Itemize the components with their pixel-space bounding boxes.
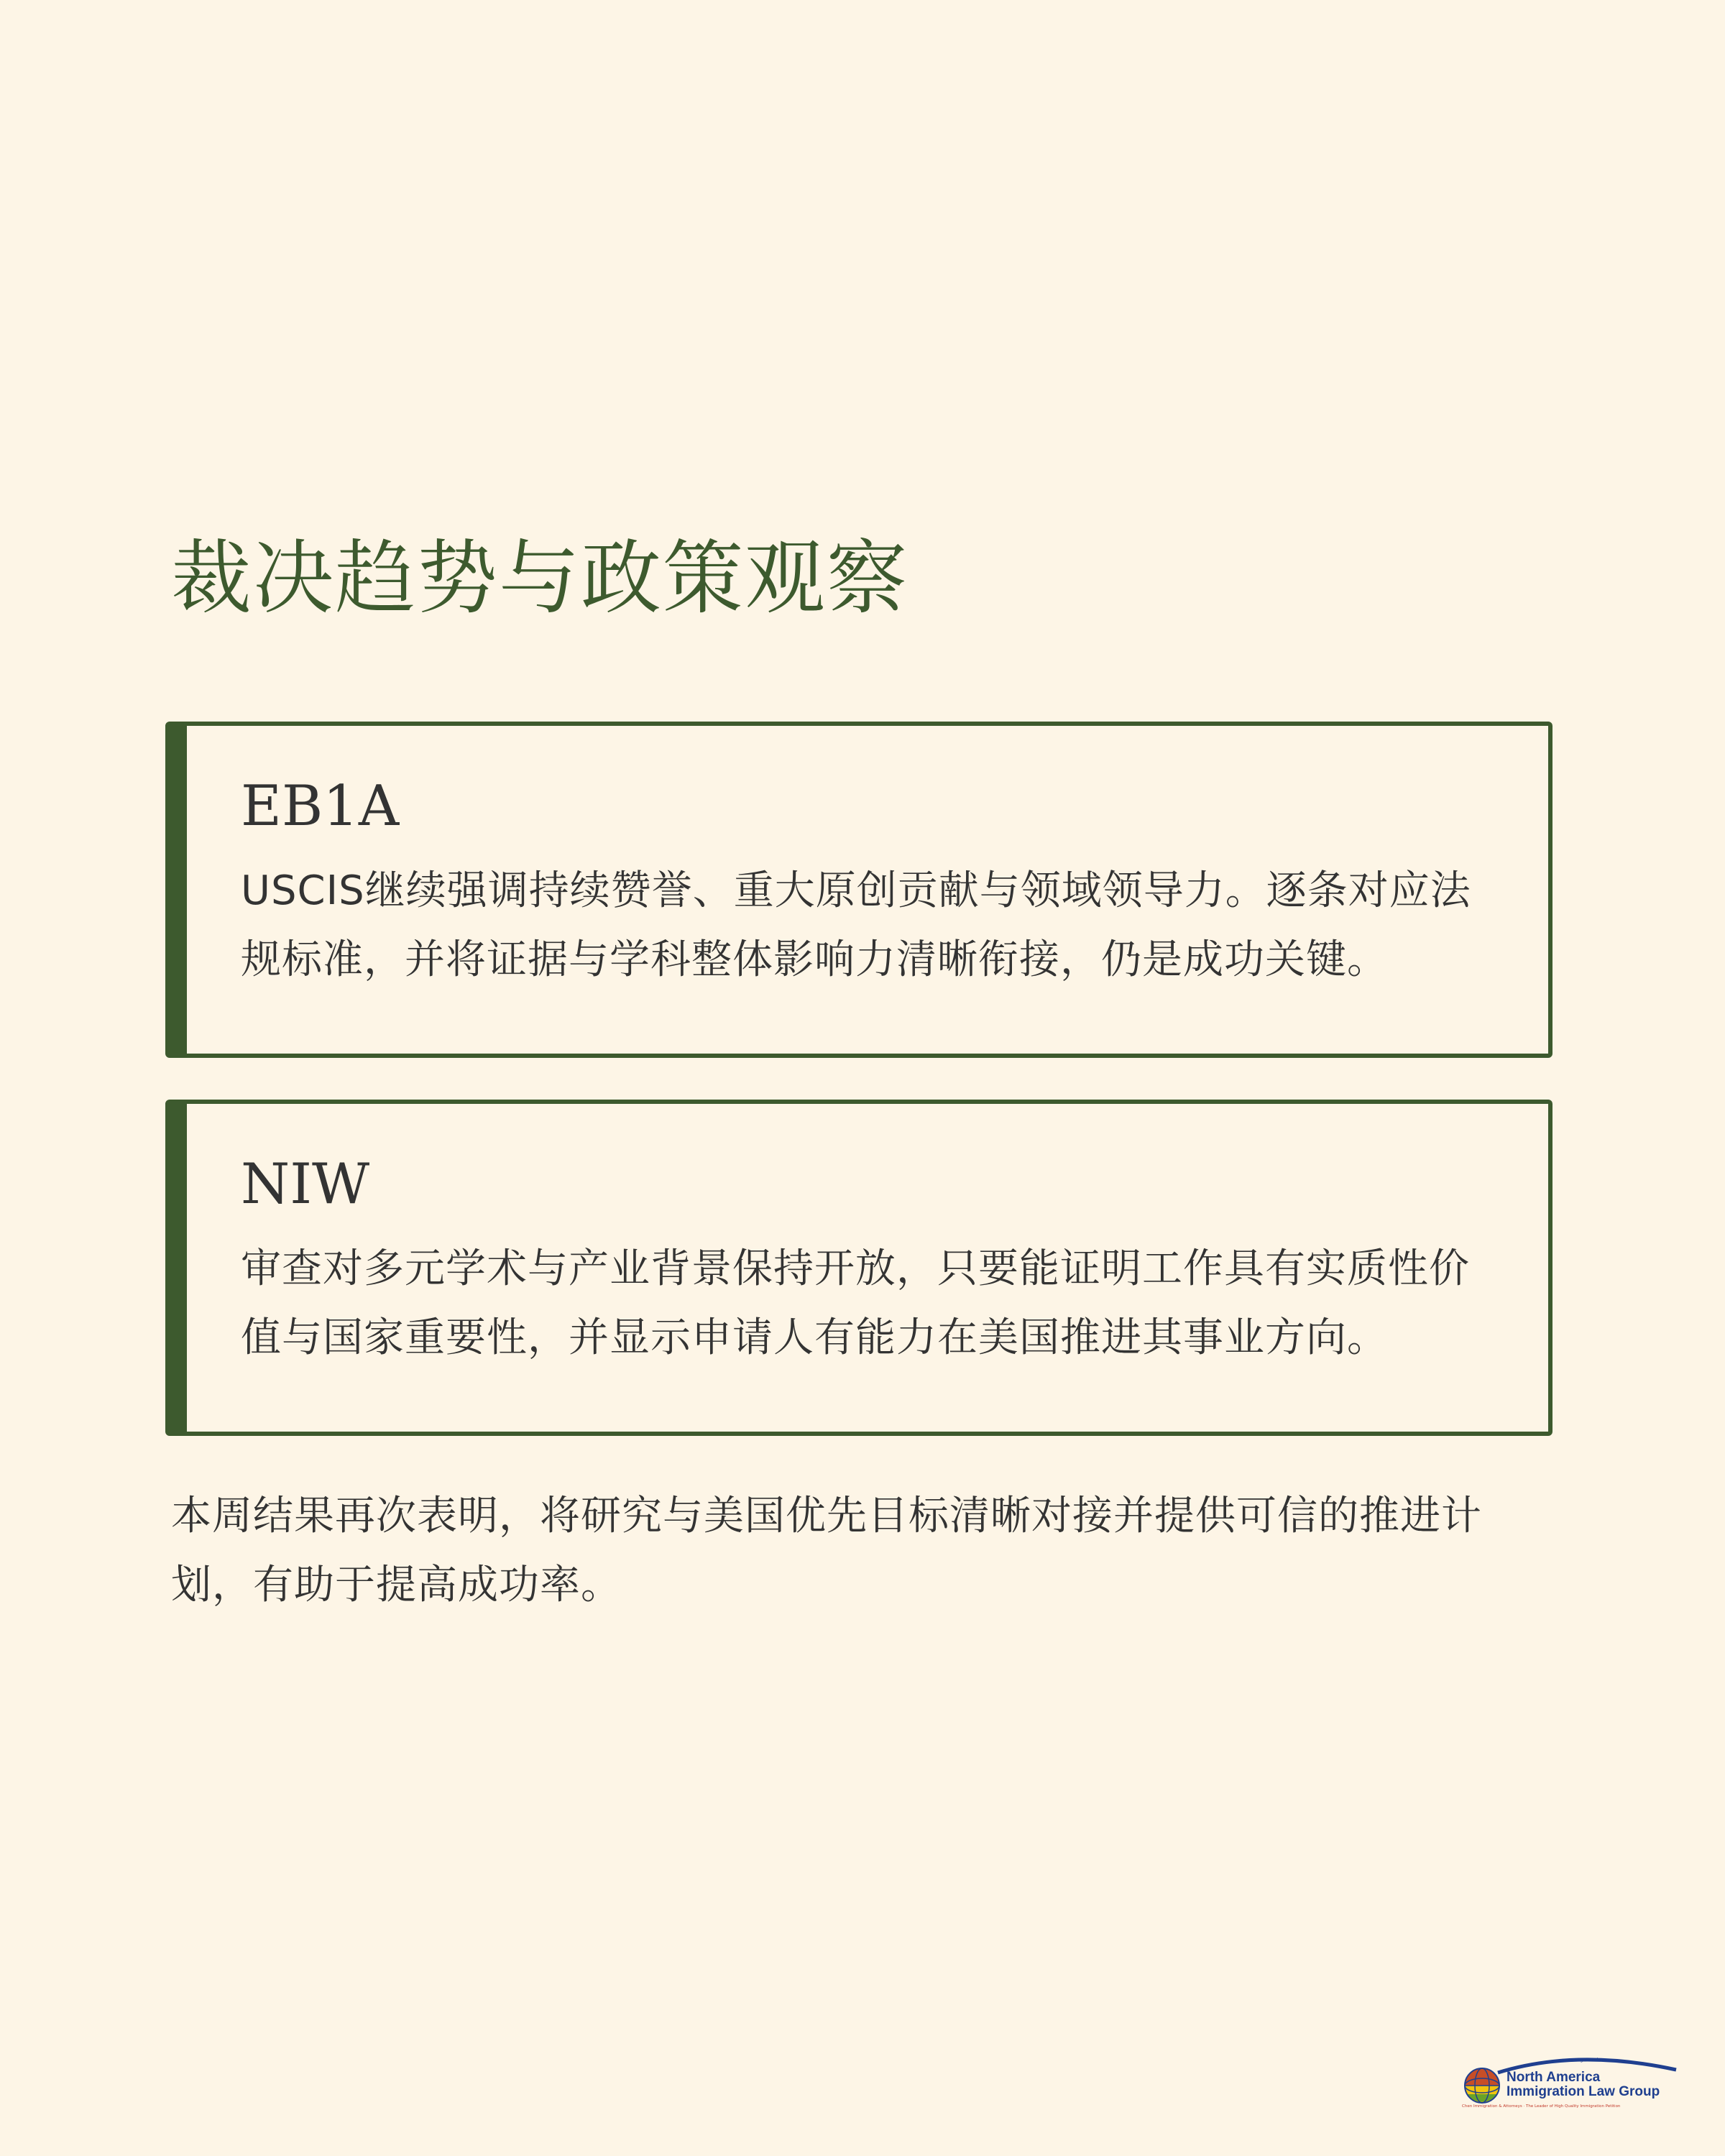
eb1a-card-title: EB1A [241,774,400,839]
logo-tagline: Chen Immigration & Attorneys · The Leader of High Quality Immigration Petition [1462,2104,1621,2109]
niw-card [165,1100,1552,1436]
summary-paragraph: 本周结果再次表明，将研究与美国优先目标清晰对接并提供可信的推进计划，有助于提高成功率。 [171,1493,1482,1608]
page-title: 裁决趋势与政策观察 [171,532,908,625]
logo-name-line1: North America [1506,2070,1601,2085]
niw-card-title: NIW [241,1152,370,1217]
logo-name-line2: Immigration Law Group [1506,2084,1660,2099]
logo-url-text: www.wegreened.com [1563,2058,1609,2063]
niw-card-body: 审查对多元学术与产业背景保持开放，只要能证明工作具有实质性价值与国家重要性，并显示申请人有能力在美国推进其事业方向。 [241,1245,1470,1361]
company-logo [1455,2053,1685,2110]
eb1a-card [165,722,1552,1058]
eb1a-card-body: USCIS继续强调持续赞誉、重大原创贡献与领域领导力。逐条对应法规标准，并将证据与学科整体影响力清晰衔接，仍是成功关键。 [241,867,1471,983]
globe-icon [1465,2068,1499,2103]
